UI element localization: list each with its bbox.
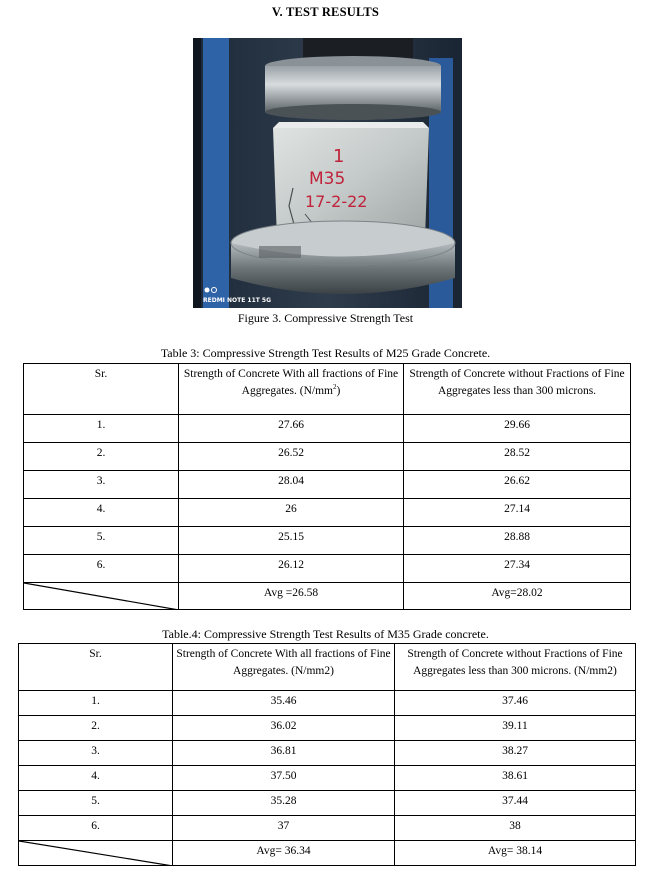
table-row <box>24 555 631 583</box>
table3-cell-with-all: 28.04 <box>179 471 404 499</box>
table4-cell-without: 38.61 <box>395 766 636 791</box>
table-row <box>24 527 631 555</box>
table4-header-sr: Sr. <box>19 644 173 691</box>
table3-avg-without: Avg=28.02 <box>404 583 631 610</box>
table3-caption: Table 3: Compressive Strength Test Results of M25 Grade Concrete. <box>160 346 491 360</box>
table3-cell-without: 29.66 <box>404 415 631 443</box>
table4-cell-sr: 5. <box>19 791 173 816</box>
figure-caption: Figure 3. Compressive Strength Test <box>237 311 414 325</box>
table3-cell-with-all: 26.12 <box>179 555 404 583</box>
table3-diagonal-cell <box>24 583 179 610</box>
table4-avg-without: Avg= 38.14 <box>395 841 636 866</box>
table4-cell-with-all: 35.46 <box>173 691 395 716</box>
svg-text:M35: M35 <box>309 169 346 189</box>
table3-cell-sr: 1. <box>24 415 179 443</box>
table-row <box>19 741 636 766</box>
table3-cell-without: 28.88 <box>404 527 631 555</box>
table4-caption: Table.4: Compressive Strength Test Results of M35 Grade concrete. <box>162 627 489 641</box>
table3-cell-with-all: 26 <box>179 499 404 527</box>
table-row <box>19 766 636 791</box>
svg-text:1: 1 <box>333 146 345 167</box>
table4-cell-with-all: 37.50 <box>173 766 395 791</box>
table4-cell-without: 39.11 <box>395 716 636 741</box>
table-row <box>19 691 636 716</box>
table-row <box>24 499 631 527</box>
table4-cell-with-all: 36.02 <box>173 716 395 741</box>
table4-cell-with-all: 36.81 <box>173 741 395 766</box>
table3-header-row <box>24 364 631 415</box>
table4-cell-sr: 3. <box>19 741 173 766</box>
table3-cell-sr: 5. <box>24 527 179 555</box>
table-row <box>24 471 631 499</box>
table4-cell-sr: 4. <box>19 766 173 791</box>
table4-cell-without: 37.44 <box>395 791 636 816</box>
table3-cell-without: 27.14 <box>404 499 631 527</box>
table-row <box>19 791 636 816</box>
table-row <box>19 816 636 841</box>
table4-avg-with-all: Avg= 36.34 <box>173 841 395 866</box>
table4-cell-sr: 2. <box>19 716 173 741</box>
table4-diagonal-cell <box>19 841 173 866</box>
table3-header-without-fractions: Strength of Concrete without Fractions of Fine Aggregates less than 300 microns. <box>404 364 631 415</box>
table4-cell-without: 38.27 <box>395 741 636 766</box>
svg-text:17-2-22: 17-2-22 <box>305 192 368 211</box>
table3-cell-without: 28.52 <box>404 443 631 471</box>
table3-cell-sr: 4. <box>24 499 179 527</box>
table4-cell-sr: 1. <box>19 691 173 716</box>
table3-cell-with-all: 25.15 <box>179 527 404 555</box>
table3-cell-with-all: 27.66 <box>179 415 404 443</box>
table3-avg-with-all: Avg =26.58 <box>179 583 404 610</box>
section-title: V. TEST RESULTS <box>271 5 380 19</box>
diagonal-line <box>19 841 173 866</box>
compressive-test-machine-illustration <box>193 38 462 308</box>
table3-cell-without: 27.34 <box>404 555 631 583</box>
table4-cell-with-all: 35.28 <box>173 791 395 816</box>
table4-cell-sr: 6. <box>19 816 173 841</box>
table4-cell-with-all: 37 <box>173 816 395 841</box>
table3-cell-sr: 3. <box>24 471 179 499</box>
table3-average-row <box>24 583 631 610</box>
table3-cell-with-all: 26.52 <box>179 443 404 471</box>
table4-average-row <box>19 841 636 866</box>
table3-cell-sr: 6. <box>24 555 179 583</box>
photo-watermark: REDMI NOTE 11T 5G <box>203 297 272 304</box>
table-row <box>19 716 636 741</box>
table3 <box>23 363 631 610</box>
table4-header-with-all-fractions: Strength of Concrete With all fractions of Fine Aggregates. (N/mm2) <box>173 644 395 691</box>
table4-header-row <box>19 644 636 691</box>
table4-header-without-fractions: Strength of Concrete without Fractions of Fine Aggregates less than 300 microns. (N/mm2) <box>395 644 636 691</box>
table-row <box>24 415 631 443</box>
table4-cell-without: 37.46 <box>395 691 636 716</box>
table3-header-sr: Sr. <box>24 364 179 415</box>
table4 <box>18 643 636 866</box>
table4-cell-without: 38 <box>395 816 636 841</box>
table3-cell-sr: 2. <box>24 443 179 471</box>
table3-header-with-all-fractions: Strength of Concrete With all fractions of Fine Aggregates. $(N/mm^2)$ <box>179 364 404 415</box>
table3-cell-without: 26.62 <box>404 471 631 499</box>
table-row <box>24 443 631 471</box>
diagonal-line <box>24 583 179 610</box>
compressive-test-photo <box>193 38 462 308</box>
